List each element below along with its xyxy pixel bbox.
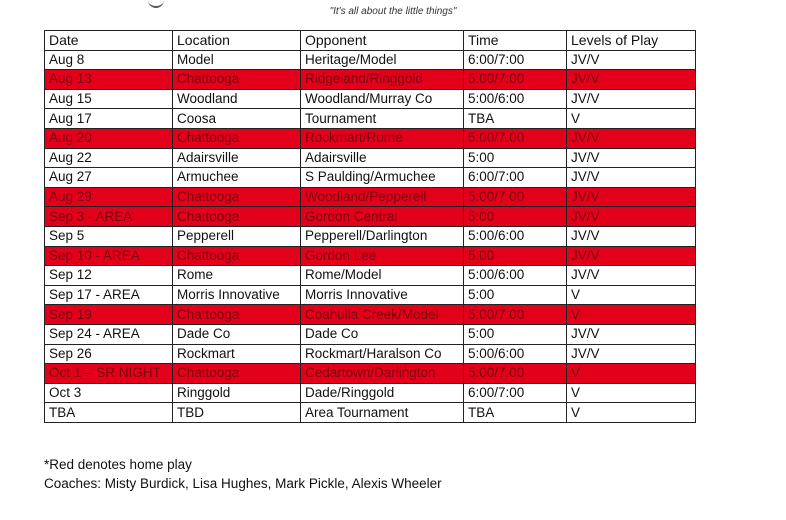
table-row [45, 168, 696, 188]
cell-levels: V [567, 383, 696, 403]
table-row [45, 266, 696, 286]
table-row [45, 50, 696, 70]
column-header-location: Location [173, 31, 301, 51]
cell-location: Chattooga [173, 246, 301, 266]
cell-date: Sep 26 [45, 344, 173, 364]
cell-levels: JV/V [567, 324, 696, 344]
table-row [45, 246, 696, 266]
cell-opponent: Coahulla Creek/Model [301, 305, 464, 325]
cell-opponent: Dade Co [301, 324, 464, 344]
cell-time: 5:00/6:00 [464, 266, 567, 286]
cell-location: Chattooga [173, 305, 301, 325]
cell-date: Oct 1 – SR NIGHT [45, 364, 173, 384]
coaches-line: Coaches: Misty Burdick, Lisa Hughes, Mark Pickle, Alexis Wheeler [44, 476, 442, 491]
cell-location: Pepperell [173, 226, 301, 246]
cell-date: Aug 8 [45, 50, 173, 70]
footnotes [44, 455, 442, 493]
cell-date: Aug 20 [45, 128, 173, 148]
cell-time: 5:00 [464, 207, 567, 227]
table-row [45, 226, 696, 246]
cell-time: TBA [464, 403, 567, 423]
cell-time: 6:00/7:00 [464, 50, 567, 70]
cell-time: 5:00/7:00 [464, 70, 567, 90]
cell-levels: JV/V [567, 207, 696, 227]
cell-time: 6:00/7:00 [464, 168, 567, 188]
cell-date: Sep 17 - AREA [45, 285, 173, 305]
table-row [45, 403, 696, 423]
cell-opponent: Ridgeland/Ringgold [301, 70, 464, 90]
cell-date: Oct 3 [45, 383, 173, 403]
cell-date: Sep 10 - AREA [45, 246, 173, 266]
tagline: "It's all about the little things" [329, 6, 457, 17]
cell-date: TBA [45, 403, 173, 423]
cell-levels: V [567, 364, 696, 384]
cell-location: Morris Innovative [173, 285, 301, 305]
table-row [45, 344, 696, 364]
cell-time: 5:00/7:00 [464, 187, 567, 207]
table-row [45, 364, 696, 384]
table-row [45, 207, 696, 227]
cell-opponent: Morris Innovative [301, 285, 464, 305]
schedule-body [45, 50, 696, 422]
cell-levels: JV/V [567, 168, 696, 188]
table-row [45, 324, 696, 344]
column-header-levels: Levels of Play [567, 31, 696, 51]
table-row [45, 148, 696, 168]
cell-levels: JV/V [567, 266, 696, 286]
cell-date: Sep 24 - AREA [45, 324, 173, 344]
column-header-opponent: Opponent [301, 31, 464, 51]
cell-opponent: Pepperell/Darlington [301, 226, 464, 246]
cell-time: 5:00/6:00 [464, 226, 567, 246]
cell-date: Aug 15 [45, 89, 173, 109]
cell-time: 5:00 [464, 246, 567, 266]
table-row [45, 109, 696, 129]
cell-time: 5:00 [464, 324, 567, 344]
cell-time: 5:00/7:00 [464, 364, 567, 384]
cell-time: 5:00/7:00 [464, 128, 567, 148]
column-header-date: Date [45, 31, 173, 51]
cell-levels: JV/V [567, 246, 696, 266]
cell-opponent: Rome/Model [301, 266, 464, 286]
cell-levels: V [567, 403, 696, 423]
cell-time: 6:00/7:00 [464, 383, 567, 403]
cell-location: Chattooga [173, 187, 301, 207]
cell-location: Model [173, 50, 301, 70]
cell-location: TBD [173, 403, 301, 423]
cell-date: Sep 3 - AREA [45, 207, 173, 227]
cell-time: 5:00/6:00 [464, 89, 567, 109]
column-header-time: Time [464, 31, 567, 51]
home-play-note: *Red denotes home play [44, 457, 192, 472]
cell-opponent: Woodland/Pepperell [301, 187, 464, 207]
cell-levels: JV/V [567, 148, 696, 168]
cell-opponent: Gordon Lee [301, 246, 464, 266]
cell-time: 5:00 [464, 148, 567, 168]
cell-levels: JV/V [567, 226, 696, 246]
table-row [45, 285, 696, 305]
cell-opponent: Cedartown/Darlington [301, 364, 464, 384]
cell-levels: JV/V [567, 50, 696, 70]
schedule-table [44, 30, 696, 423]
cell-levels: V [567, 305, 696, 325]
table-row [45, 383, 696, 403]
cell-levels: JV/V [567, 128, 696, 148]
cell-opponent: Area Tournament [301, 403, 464, 423]
cell-time: 5:00/6:00 [464, 344, 567, 364]
cell-time: 5:00 [464, 285, 567, 305]
cell-date: Aug 29 [45, 187, 173, 207]
cell-opponent: Gordon Central [301, 207, 464, 227]
table-row [45, 89, 696, 109]
cell-date: Aug 22 [45, 148, 173, 168]
cell-date: Sep 5 [45, 226, 173, 246]
table-row [45, 70, 696, 90]
cell-opponent: Rockmart/Haralson Co [301, 344, 464, 364]
table-header-row [45, 31, 696, 51]
cell-date: Aug 27 [45, 168, 173, 188]
cell-location: Chattooga [173, 207, 301, 227]
cell-location: Adairsville [173, 148, 301, 168]
cell-location: Dade Co [173, 324, 301, 344]
cell-time: 5:00/7:00 [464, 305, 567, 325]
cell-levels: V [567, 285, 696, 305]
cell-opponent: Heritage/Model [301, 50, 464, 70]
cell-opponent: Tournament [301, 109, 464, 129]
cell-levels: JV/V [567, 344, 696, 364]
cell-opponent: Woodland/Murray Co [301, 89, 464, 109]
cell-opponent: S Paulding/Armuchee [301, 168, 464, 188]
cell-date: Aug 13 [45, 70, 173, 90]
cell-levels: JV/V [567, 187, 696, 207]
cell-opponent: Rockmart/Rome [301, 128, 464, 148]
cell-location: Woodland [173, 89, 301, 109]
table-row [45, 305, 696, 325]
cell-location: Chattooga [173, 128, 301, 148]
cell-date: Sep 19 [45, 305, 173, 325]
cell-location: Armuchee [173, 168, 301, 188]
cell-location: Chattooga [173, 364, 301, 384]
cell-time: TBA [464, 109, 567, 129]
cell-location: Rome [173, 266, 301, 286]
cell-location: Chattooga [173, 70, 301, 90]
cell-date: Sep 12 [45, 266, 173, 286]
cell-location: Ringgold [173, 383, 301, 403]
cell-levels: V [567, 109, 696, 129]
cell-levels: JV/V [567, 70, 696, 90]
cell-opponent: Dade/Ringgold [301, 383, 464, 403]
cell-date: Aug 17 [45, 109, 173, 129]
cell-opponent: Adairsville [301, 148, 464, 168]
table-row [45, 187, 696, 207]
cell-location: Rockmart [173, 344, 301, 364]
cell-levels: JV/V [567, 89, 696, 109]
cell-location: Coosa [173, 109, 301, 129]
table-row [45, 128, 696, 148]
